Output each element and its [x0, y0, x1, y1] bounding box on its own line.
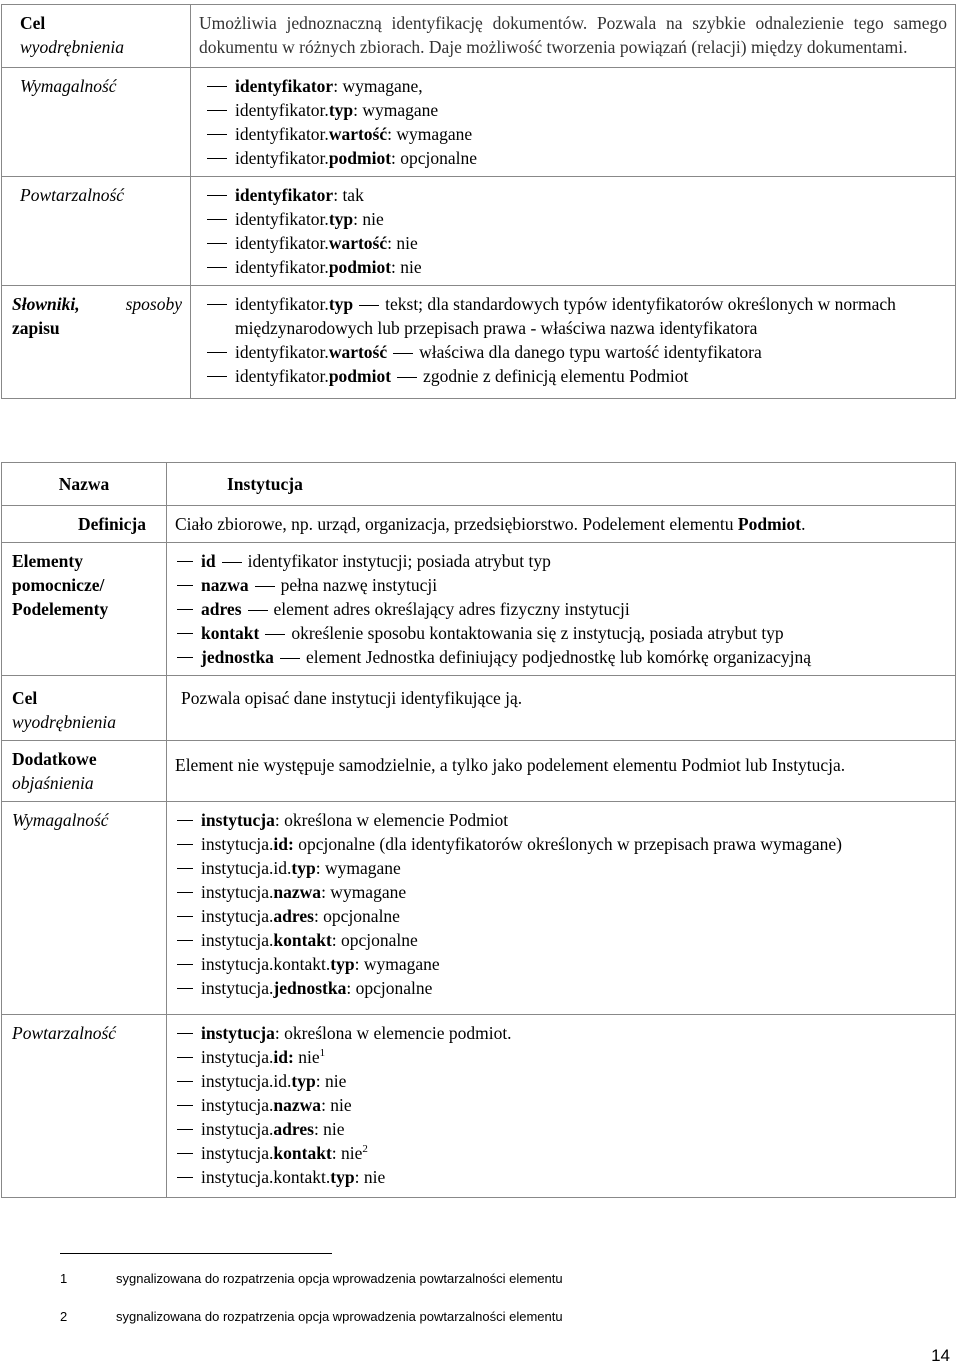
label-nazwa: Nazwa — [2, 463, 167, 506]
cel-text: Umożliwia jednoznaczną identyfikację dokumentów. Pozwala na szybkie odnalezienie tego samego dokumentu w różnych zbiorach. Daje możliwość tworzenia powiązań (relacji) między dokumentami. — [191, 5, 956, 68]
item-text: : tak — [333, 185, 364, 205]
item-prefix: instytucja. — [201, 1095, 274, 1115]
item-key: wartość — [328, 233, 388, 253]
powtarzalnosc2-cell — [167, 1015, 956, 1198]
row-wymagalnosc2 — [2, 802, 956, 1015]
item-prefix: instytucja. — [201, 930, 274, 950]
row-cel2 — [2, 676, 956, 741]
list-item — [175, 1093, 947, 1117]
identyfikator-table — [1, 4, 956, 399]
item-key: id: — [273, 1047, 294, 1067]
definicja-bold: Podmiot — [737, 514, 802, 534]
item-key: identyfikator — [235, 76, 334, 96]
label-dodatkowe — [2, 741, 167, 802]
footnote-ref: 2 — [362, 1143, 368, 1156]
item-key: typ — [330, 1167, 355, 1187]
wymagalnosc-cell — [191, 68, 956, 177]
item-key: typ — [328, 100, 354, 120]
item-key: instytucja — [201, 810, 275, 830]
footnote-2 — [60, 1305, 563, 1329]
item-key: identyfikator — [235, 185, 334, 205]
item-text: : wymagane — [321, 882, 407, 902]
item-text: pełna nazwę instytucji — [280, 575, 438, 595]
list-item — [199, 98, 947, 122]
item-text: określenie sposobu kontaktowania się z instytucją, posiada atrybut typ — [291, 623, 784, 643]
dash-separator — [359, 305, 379, 306]
label-definicja — [2, 506, 167, 543]
row-nazwa — [2, 463, 956, 506]
list-item — [175, 808, 947, 832]
item-key: typ — [328, 209, 354, 229]
item-key: adres — [273, 1119, 314, 1139]
item-prefix: instytucja.id. — [201, 858, 292, 878]
item-key: wartość — [328, 124, 388, 144]
definicja-value — [167, 506, 956, 543]
label-cel2 — [2, 676, 167, 741]
item-text: : wymagane — [354, 954, 440, 974]
footnote-1 — [60, 1267, 563, 1291]
item-prefix: instytucja.id. — [201, 1071, 292, 1091]
item-prefix: instytucja. — [201, 1119, 274, 1139]
item-text: : wymagane — [387, 124, 473, 144]
item-text: : nie — [391, 257, 422, 277]
item-text: : nie — [315, 1071, 347, 1091]
slowniki-list — [199, 292, 947, 388]
list-item — [175, 856, 947, 880]
item-key: nazwa — [273, 882, 322, 902]
list-item — [199, 231, 947, 255]
item-key: kontakt — [201, 623, 260, 643]
item-text: : określona w elemencie Podmiot — [274, 810, 509, 830]
footnote-ref: 1 — [319, 1047, 326, 1060]
item-prefix: instytucja. — [201, 882, 274, 902]
powtarzalnosc-list — [199, 183, 947, 279]
item-prefix: instytucja.kontakt. — [201, 1167, 331, 1187]
footnote-1-number: 1 — [60, 1271, 68, 1286]
label-definicja-text: Definicja — [77, 514, 146, 534]
item-key: wartość — [328, 342, 388, 362]
item-text: : opcjonalne — [391, 148, 478, 168]
item-key: typ — [291, 1071, 316, 1091]
item-prefix: instytucja. — [201, 978, 274, 998]
item-text: opcjonalne (dla identyfikatorów określonych w przepisach prawa wymagane) — [293, 834, 842, 854]
dash-separator — [397, 377, 417, 378]
dash-separator — [222, 562, 242, 563]
item-key: instytucja — [201, 1023, 275, 1043]
row-powtarzalnosc2 — [2, 1015, 956, 1198]
item-key: kontakt — [273, 1143, 332, 1163]
item-text: : opcjonalne — [331, 930, 418, 950]
list-item — [175, 1165, 947, 1189]
item-text: : nie — [387, 233, 418, 253]
dash-separator — [255, 586, 275, 587]
row-cel — [2, 5, 956, 68]
list-item — [175, 549, 947, 573]
item-text: : opcjonalne — [346, 978, 433, 998]
item-text: identyfikator instytucji; posiada atrybut typ — [247, 551, 551, 571]
dash-separator — [393, 353, 413, 354]
item-prefix: identyfikator. — [235, 148, 329, 168]
item-prefix: identyfikator. — [235, 100, 329, 120]
label-wymagalnosc: Wymagalność — [2, 68, 191, 177]
label-slowniki-b: sposoby — [125, 294, 182, 314]
item-key: id — [201, 551, 216, 571]
definicja-text: Ciało zbiorowe, np. urząd, organizacja, przedsiębiorstwo. Podelement elementu — [175, 514, 738, 534]
item-prefix: identyfikator. — [235, 124, 329, 144]
item-prefix: identyfikator. — [235, 342, 329, 362]
row-powtarzalnosc — [2, 177, 956, 286]
list-item — [175, 1117, 947, 1141]
item-key: adres — [273, 906, 314, 926]
item-text: właściwa dla danego typu wartość identyfikatora — [419, 342, 762, 362]
list-item — [175, 645, 947, 669]
list-item — [199, 122, 947, 146]
label-dodatkowe-2: objaśnienia — [12, 773, 94, 793]
list-item — [175, 904, 947, 928]
item-text: element adres określający adres fizyczny instytucji — [273, 599, 630, 619]
list-item — [199, 207, 947, 231]
item-prefix: instytucja. — [201, 1143, 274, 1163]
item-text: : wymagane, — [333, 76, 423, 96]
list-item — [199, 292, 947, 340]
item-key: kontakt — [273, 930, 332, 950]
item-text: : nie — [353, 209, 384, 229]
item-prefix: instytucja.kontakt. — [201, 954, 331, 974]
item-text: : wymagane — [353, 100, 439, 120]
list-item — [199, 183, 947, 207]
nazwa-value: Instytucja — [167, 463, 956, 506]
label-powtarzalnosc2: Powtarzalność — [2, 1015, 167, 1198]
dash-separator — [248, 610, 268, 611]
wymagalnosc-list — [199, 74, 947, 170]
list-item — [175, 928, 947, 952]
footnote-2-text: sygnalizowana do rozpatrzenia opcja wprowadzenia powtarzalności elementu — [116, 1309, 563, 1324]
row-wymagalnosc — [2, 68, 956, 177]
list-item — [175, 1141, 947, 1165]
label-elementy-2: pomocnicze/ — [12, 575, 105, 595]
list-item — [199, 146, 947, 170]
row-slowniki — [2, 286, 956, 399]
item-key: jednostka — [273, 978, 347, 998]
label-dodatkowe-1: Dodatkowe — [12, 749, 97, 769]
wymagalnosc2-cell — [167, 802, 956, 1015]
powtarzalnosc2-list — [175, 1021, 947, 1189]
footnote-1-text: sygnalizowana do rozpatrzenia opcja wprowadzenia powtarzalności elementu — [116, 1271, 563, 1286]
list-item — [175, 880, 947, 904]
list-item — [175, 1045, 947, 1069]
definicja-end: . — [801, 514, 806, 534]
row-elementy — [2, 543, 956, 676]
item-key: id: — [273, 834, 294, 854]
item-prefix: identyfikator. — [235, 257, 329, 277]
item-text: : nie — [354, 1167, 386, 1187]
list-item — [175, 1021, 947, 1045]
item-prefix: instytucja. — [201, 906, 274, 926]
cel2-value: Pozwala opisać dane instytucji identyfikujące ją. — [167, 676, 956, 741]
list-item — [175, 621, 947, 645]
item-prefix: identyfikator. — [235, 209, 329, 229]
dash-separator — [280, 658, 300, 659]
list-item — [199, 364, 947, 388]
row-dodatkowe — [2, 741, 956, 802]
dodatkowe-value: Element nie występuje samodzielnie, a tylko jako podelement elementu Podmiot lub Instytucja. — [167, 741, 956, 802]
item-key: nazwa — [273, 1095, 322, 1115]
item-text: nie — [293, 1047, 320, 1067]
item-text: : opcjonalne — [313, 906, 400, 926]
list-item — [175, 832, 947, 856]
label-wymagalnosc2: Wymagalność — [2, 802, 167, 1015]
item-key: podmiot — [328, 148, 392, 168]
slowniki-cell — [191, 286, 956, 399]
elementy-list — [175, 549, 947, 669]
item-prefix: identyfikator. — [235, 294, 329, 314]
item-key: typ — [328, 294, 354, 314]
item-text: : nie — [331, 1143, 363, 1163]
item-prefix: identyfikator. — [235, 366, 329, 386]
list-item — [175, 976, 947, 1000]
item-text: : nie — [313, 1119, 345, 1139]
label-powtarzalnosc: Powtarzalność — [2, 177, 191, 286]
label-cel2-1: Cel — [12, 688, 38, 708]
label-cel — [2, 5, 191, 68]
item-key: nazwa — [201, 575, 249, 595]
item-key: typ — [330, 954, 355, 974]
item-text: : określona w elemencie podmiot. — [274, 1023, 512, 1043]
wymagalnosc2-list — [175, 808, 947, 1000]
item-prefix: instytucja. — [201, 834, 274, 854]
list-item — [199, 255, 947, 279]
item-text: element Jednostka definiujący podjednostkę lub komórkę organizacyjną — [305, 647, 812, 667]
list-item — [199, 74, 947, 98]
footnote-rule — [60, 1253, 332, 1254]
list-item — [175, 573, 947, 597]
label-elementy-3: Podelementy — [12, 599, 109, 619]
item-key: adres — [201, 599, 242, 619]
item-text: : nie — [321, 1095, 352, 1115]
instytucja-table — [1, 462, 956, 1198]
powtarzalnosc-cell — [191, 177, 956, 286]
item-key: jednostka — [201, 647, 274, 667]
item-text: tekst; dla standardowych typów identyfikatorów określonych w normach międzynarodowych lub przepisach prawa - właściwa nazwa identyfikatora — [235, 294, 896, 338]
label-elementy-1: Elementy — [12, 551, 83, 571]
list-item — [199, 340, 947, 364]
item-key: podmiot — [328, 366, 392, 386]
elementy-cell — [167, 543, 956, 676]
item-key: typ — [291, 858, 316, 878]
list-item — [175, 1069, 947, 1093]
label-cel-line2: wyodrębnienia — [20, 37, 125, 57]
label-cel-line1: Cel — [20, 13, 46, 33]
label-slowniki-c: zapisu — [12, 318, 60, 338]
item-prefix: instytucja. — [201, 1047, 274, 1067]
label-slowniki — [2, 286, 191, 399]
list-item — [175, 952, 947, 976]
list-item — [175, 597, 947, 621]
page-number: 14 — [931, 1346, 950, 1365]
item-prefix: identyfikator. — [235, 233, 329, 253]
item-text: zgodnie z definicją elementu Podmiot — [423, 366, 689, 386]
label-elementy — [2, 543, 167, 676]
item-key: podmiot — [328, 257, 392, 277]
label-slowniki-a: Słowniki, — [12, 294, 80, 314]
label-cel2-2: wyodrębnienia — [12, 712, 117, 732]
row-definicja — [2, 506, 956, 543]
item-text: : wymagane — [315, 858, 401, 878]
footnote-2-number: 2 — [60, 1309, 68, 1324]
dash-separator — [265, 634, 285, 635]
